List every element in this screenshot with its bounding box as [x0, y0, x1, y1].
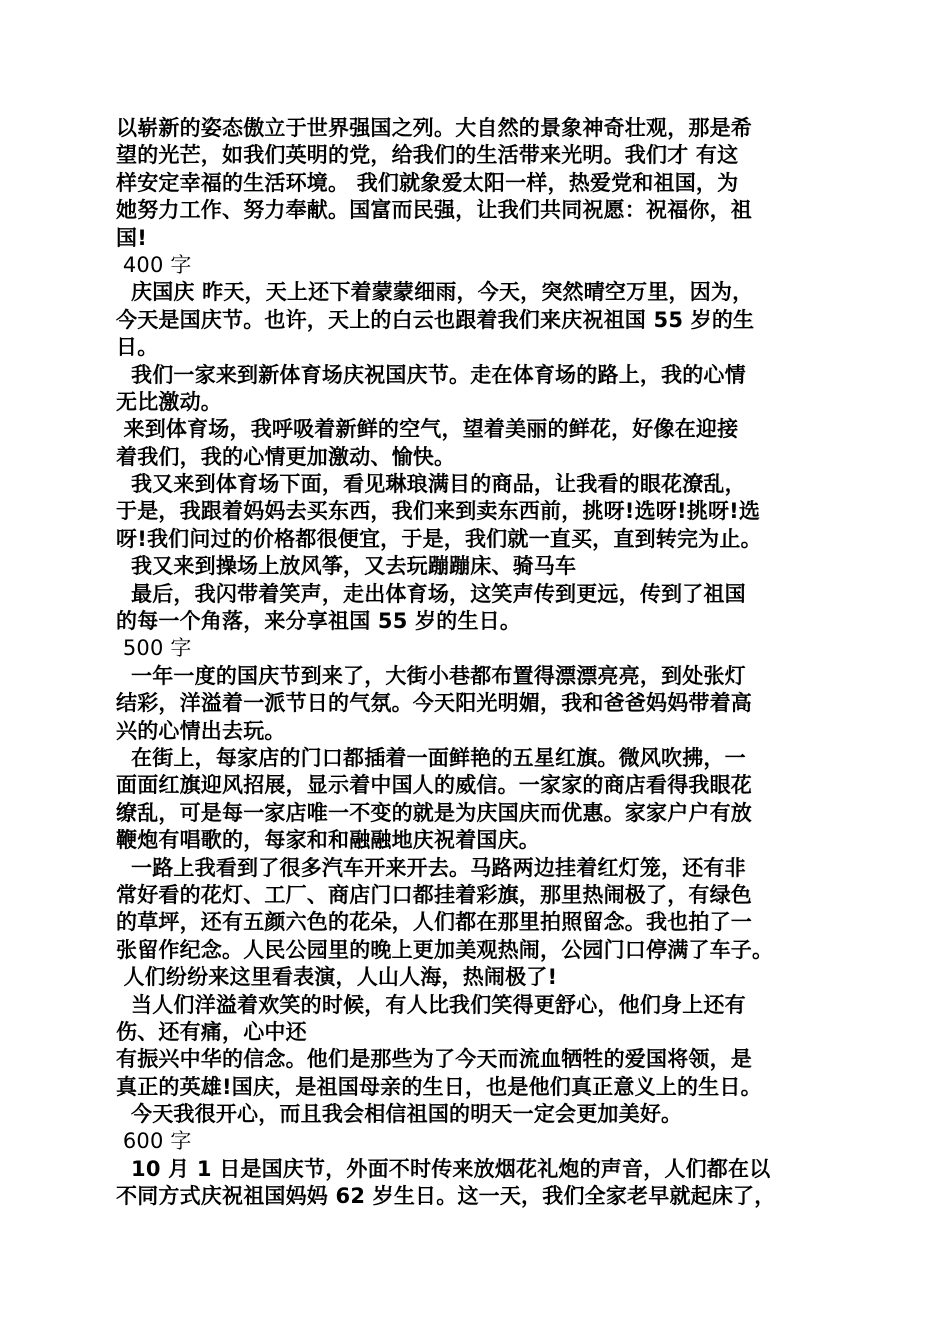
word-count-label: 500 字	[116, 636, 192, 661]
text-line: 结彩，洋溢着一派节日的气氛。今天阳光明媚，我和爸爸妈妈带着高	[116, 691, 752, 716]
text-line: 缭乱，可是每一家店唯一不变的就是为庆国庆而优惠。家家户户有放	[116, 800, 752, 825]
word-count-label: 400 字	[116, 252, 192, 277]
text-line: 一年一度的国庆节到来了，大街小巷都布置得漂漂亮亮，到处张灯	[116, 663, 746, 688]
text-line: 兴的心情出去玩。	[116, 718, 286, 743]
essay-text	[116, 115, 856, 1211]
text-line: 无比激动。	[116, 389, 222, 414]
text-line: 以崭新的姿态傲立于世界强国之列。大自然的景象神奇壮观，那是希	[116, 116, 752, 140]
text-line: 伤、还有痛，心中还	[116, 1019, 307, 1044]
text-line: 在街上，每家店的门口都插着一面鲜艳的五星红旗。微风吹拂，一	[116, 745, 746, 770]
text-line: 来到体育场，我呼吸着新鲜的空气，望着美丽的鲜花，好像在迎接	[116, 417, 739, 442]
text-line: 今天是国庆节。也许，天上的白云也跟着我们来庆祝祖国 55 岁的生	[116, 307, 755, 332]
text-line: 庆国庆 昨天，天上还下着蒙蒙细雨，今天，突然晴空万里，因为，	[116, 280, 754, 305]
text-line: 今天我很开心，而且我会相信祖国的明天一定会更加美好。	[116, 1102, 683, 1127]
text-line: 的每一个角落，来分享祖国 55 岁的生日。	[116, 609, 522, 634]
word-count-label: 600 字	[116, 1129, 192, 1154]
text-line: 日。	[116, 335, 159, 360]
text-line: 不同方式庆祝祖国妈妈 62 岁生日。这一天，我们全家老早就起床了，	[116, 1184, 776, 1209]
text-line: 于是，我跟着妈妈去买东西，我们来到卖东西前，挑呀!选呀!挑呀!选	[116, 499, 761, 524]
text-line: 她努力工作、努力奉献。国富而民强，让我们共同祝愿：祝福你，祖	[116, 198, 752, 223]
text-line: 张留作纪念。人民公园里的晚上更加美观热闹，公园门口停满了车子。	[116, 937, 774, 962]
text-line: 当人们洋溢着欢笑的时候，有人比我们笑得更舒心，他们身上还有	[116, 992, 746, 1017]
text-line: 我又来到体育场下面，看见琳琅满目的商品，让我看的眼花潦乱，	[116, 472, 746, 497]
text-line: 鞭炮有唱歌的，每家和和融融地庆祝着国庆。	[116, 828, 540, 853]
text-line: 有振兴中华的信念。他们是那些为了今天而流血牺牲的爱国将领，是	[116, 1047, 752, 1072]
text-line: 常好看的花灯、工厂、商店门口都挂着彩旗，那里热闹极了，有绿色	[116, 882, 752, 907]
text-line: 真正的英雄!国庆，是祖国母亲的生日，也是他们真正意义上的生日。	[116, 1074, 762, 1099]
text-line: 呀!我们问过的价格都很便宜，于是，我们就一直买，直到转完为止。	[116, 526, 762, 551]
text-line: 一路上我看到了很多汽车开来开去。马路两边挂着红灯笼，还有非	[116, 855, 746, 880]
text-line: 10 月 1 日是国庆节，外面不时传来放烟花礼炮的声音，人们都在以	[116, 1156, 771, 1181]
text-line: 国!	[116, 225, 147, 250]
text-line: 人们纷纷来这里看表演，人山人海，热闹极了!	[116, 965, 558, 990]
text-line: 着我们，我的心情更加激动、愉快。	[116, 444, 456, 469]
text-line: 样安定幸福的生活环境。 我们就象爱太阳一样，热爱党和祖国，为	[116, 170, 739, 195]
text-line: 面面红旗迎风招展，显示着中国人的威信。一家家的商店看得我眼花	[116, 773, 752, 798]
text-line: 的草坪，还有五颜六色的花朵，人们都在那里拍照留念。我也拍了一	[116, 910, 752, 935]
text-line: 我们一家来到新体育场庆祝国庆节。走在体育场的路上，我的心情	[116, 362, 746, 387]
text-line: 我又来到操场上放风筝，又去玩蹦蹦床、骑马车	[116, 554, 577, 579]
text-line: 最后，我闪带着笑声，走出体育场，这笑声传到更远，传到了祖国	[116, 581, 746, 606]
text-line: 望的光芒，如我们英明的党，给我们的生活带来光明。我们才 有这	[116, 143, 739, 168]
